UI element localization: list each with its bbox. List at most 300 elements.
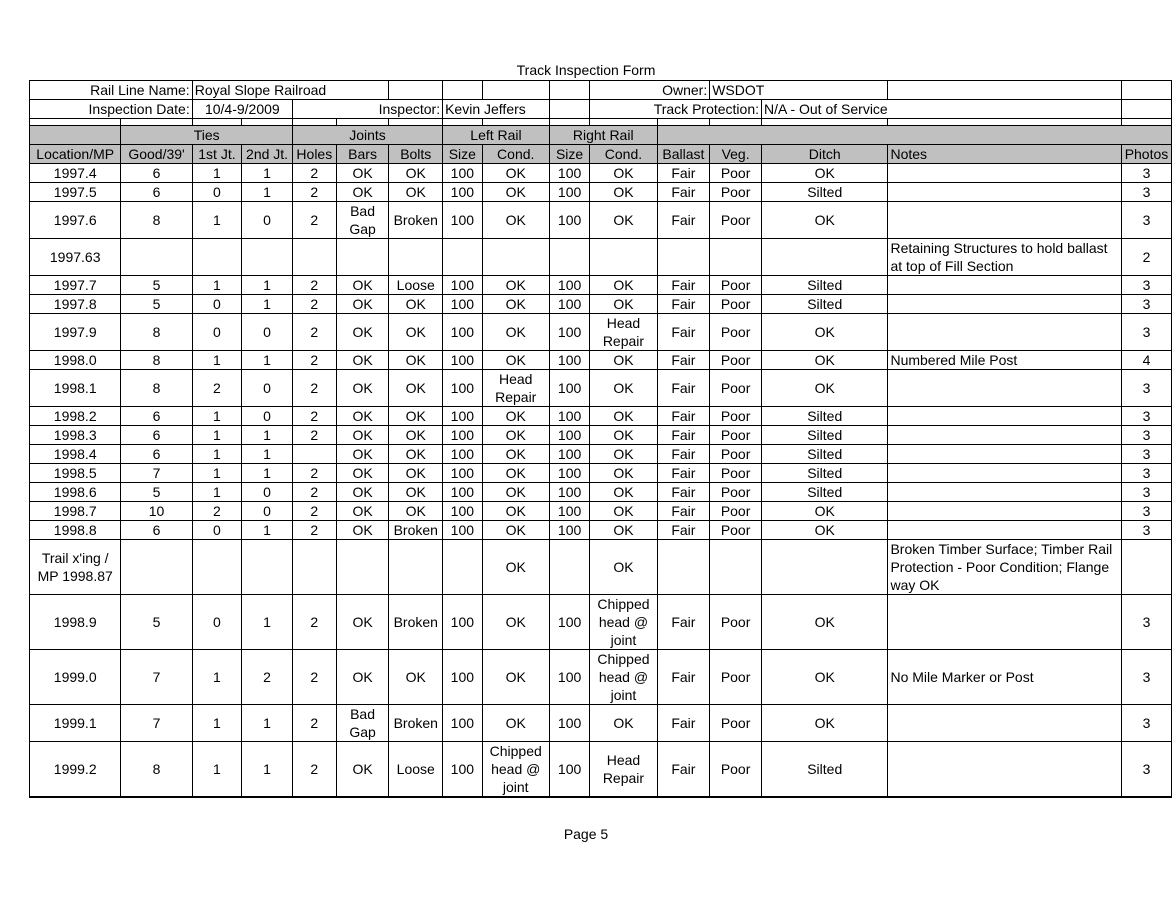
ballast-cell: Fair [657, 370, 710, 407]
table-row [30, 407, 1172, 426]
left-rail-size-cell: 100 [443, 502, 482, 521]
ties-1st-jt-cell: 1 [192, 407, 242, 426]
ditch-cell: Silted [762, 276, 888, 295]
ties-good-cell: 6 [121, 445, 192, 464]
bolts-cell: OK [389, 351, 443, 370]
ballast-cell: Fair [657, 295, 710, 314]
ties-1st-jt-cell: 1 [192, 742, 242, 798]
location-cell: 1998.6 [30, 483, 121, 502]
ties-good-cell: 8 [121, 742, 192, 798]
bolts-cell [389, 540, 443, 595]
left-rail-size-cell: 100 [443, 295, 482, 314]
rail-line-value: Royal Slope Railroad [192, 81, 389, 100]
ballast-cell: Fair [657, 650, 710, 705]
inspector-value: Kevin Jeffers [443, 100, 550, 119]
left-rail-size-cell: 100 [443, 407, 482, 426]
bars-cell: OK [336, 464, 389, 483]
joints-group-header: Joints [292, 126, 442, 145]
holes-cell: 2 [292, 483, 336, 502]
location-cell: 1998.0 [30, 351, 121, 370]
column-header: Photos [1121, 145, 1171, 164]
photos-cell: 3 [1121, 521, 1171, 540]
ditch-cell: OK [762, 370, 888, 407]
ties-2nd-jt-cell: 1 [242, 351, 293, 370]
bolts-cell: Broken [389, 202, 443, 239]
right-rail-size-cell: 100 [549, 742, 589, 798]
ties-2nd-jt-cell: 0 [242, 370, 293, 407]
table-row [30, 705, 1172, 742]
ballast-cell: Fair [657, 351, 710, 370]
table-row [30, 540, 1172, 595]
left-rail-size-cell [443, 540, 482, 595]
bars-cell: OK [336, 351, 389, 370]
ties-1st-jt-cell: 0 [192, 183, 242, 202]
holes-cell: 2 [292, 295, 336, 314]
ties-1st-jt-cell: 0 [192, 314, 242, 351]
table-row [30, 521, 1172, 540]
location-cell: 1998.2 [30, 407, 121, 426]
bars-cell: OK [336, 521, 389, 540]
column-header: Bolts [389, 145, 443, 164]
ties-good-cell: 7 [121, 705, 192, 742]
ditch-cell: OK [762, 595, 888, 650]
ties-1st-jt-cell: 1 [192, 705, 242, 742]
left-rail-cond-cell [482, 239, 549, 276]
ties-1st-jt-cell [192, 239, 242, 276]
track-protection-value: N/A - Out of Service [762, 100, 1122, 119]
right-rail-cond-cell: OK [590, 276, 657, 295]
right-rail-cond-cell: OK [590, 483, 657, 502]
bars-cell: OK [336, 445, 389, 464]
left-rail-cond-cell: OK [482, 483, 549, 502]
column-header: 2nd Jt. [242, 145, 293, 164]
table-row [30, 370, 1172, 407]
photos-cell: 3 [1121, 464, 1171, 483]
notes-cell [888, 276, 1122, 295]
veg-cell: Poor [710, 202, 762, 239]
ditch-cell: OK [762, 521, 888, 540]
right-rail-size-cell: 100 [549, 705, 589, 742]
ballast-cell: Fair [657, 202, 710, 239]
ditch-cell: OK [762, 351, 888, 370]
notes-cell [888, 202, 1122, 239]
column-header: 1st Jt. [192, 145, 242, 164]
left-rail-cond-cell: OK [482, 464, 549, 483]
right-rail-size-cell: 100 [549, 314, 589, 351]
meta-row-inspection [30, 100, 1172, 119]
left-rail-size-cell [443, 239, 482, 276]
ditch-cell: Silted [762, 426, 888, 445]
ballast-cell: Fair [657, 464, 710, 483]
left-rail-cond-cell: OK [482, 445, 549, 464]
ties-good-cell: 10 [121, 502, 192, 521]
ditch-cell: OK [762, 202, 888, 239]
left-rail-size-cell: 100 [443, 202, 482, 239]
bolts-cell: OK [389, 183, 443, 202]
right-rail-cond-cell: OK [590, 521, 657, 540]
right-rail-size-cell: 100 [549, 521, 589, 540]
rail-line-label: Rail Line Name: [30, 81, 193, 100]
location-cell: 1999.1 [30, 705, 121, 742]
notes-cell [888, 445, 1122, 464]
ties-1st-jt-cell: 1 [192, 650, 242, 705]
ballast-cell: Fair [657, 483, 710, 502]
right-rail-size-cell: 100 [549, 445, 589, 464]
table-row [30, 239, 1172, 276]
ties-1st-jt-cell: 1 [192, 464, 242, 483]
left-rail-cond-cell: OK [482, 540, 549, 595]
ties-1st-jt-cell: 1 [192, 276, 242, 295]
bars-cell: OK [336, 276, 389, 295]
bolts-cell: OK [389, 407, 443, 426]
table-row [30, 595, 1172, 650]
holes-cell: 2 [292, 370, 336, 407]
left-rail-cond-cell: OK [482, 164, 549, 183]
ties-2nd-jt-cell: 1 [242, 742, 293, 798]
ditch-cell: Silted [762, 183, 888, 202]
left-rail-size-cell: 100 [443, 164, 482, 183]
photos-cell: 3 [1121, 164, 1171, 183]
left-rail-cond-cell: Chipped head @ joint [482, 742, 549, 798]
left-rail-size-cell: 100 [443, 705, 482, 742]
veg-cell: Poor [710, 426, 762, 445]
ballast-cell: Fair [657, 595, 710, 650]
notes-cell [888, 483, 1122, 502]
notes-cell [888, 502, 1122, 521]
column-header: Ballast [657, 145, 710, 164]
notes-cell: No Mile Marker or Post [888, 650, 1122, 705]
left-rail-cond-cell: OK [482, 351, 549, 370]
notes-cell: Broken Timber Surface; Timber Rail Protection - Poor Condition; Flange way OK [888, 540, 1122, 595]
location-cell: 1998.9 [30, 595, 121, 650]
left-rail-size-cell: 100 [443, 521, 482, 540]
ballast-cell [657, 540, 710, 595]
column-header: Cond. [590, 145, 657, 164]
ties-1st-jt-cell: 0 [192, 595, 242, 650]
right-rail-size-cell: 100 [549, 464, 589, 483]
veg-cell: Poor [710, 295, 762, 314]
veg-cell: Poor [710, 464, 762, 483]
right-rail-size-cell [549, 540, 589, 595]
veg-cell: Poor [710, 742, 762, 798]
holes-cell: 2 [292, 276, 336, 295]
ties-good-cell: 5 [121, 483, 192, 502]
photos-cell: 3 [1121, 483, 1171, 502]
right-rail-size-cell: 100 [549, 650, 589, 705]
left-rail-size-cell: 100 [443, 650, 482, 705]
bolts-cell: OK [389, 464, 443, 483]
right-rail-cond-cell [590, 239, 657, 276]
photos-cell: 3 [1121, 705, 1171, 742]
photos-cell: 3 [1121, 202, 1171, 239]
ties-2nd-jt-cell: 0 [242, 407, 293, 426]
notes-cell [888, 742, 1122, 798]
table-row [30, 295, 1172, 314]
ties-1st-jt-cell: 2 [192, 502, 242, 521]
right-rail-size-cell: 100 [549, 295, 589, 314]
notes-cell [888, 705, 1122, 742]
ties-good-cell: 5 [121, 595, 192, 650]
veg-cell: Poor [710, 314, 762, 351]
notes-cell [888, 464, 1122, 483]
right-rail-cond-cell: OK [590, 295, 657, 314]
ties-1st-jt-cell: 0 [192, 295, 242, 314]
photos-cell: 3 [1121, 276, 1171, 295]
right-rail-size-cell: 100 [549, 276, 589, 295]
bars-cell: OK [336, 164, 389, 183]
group-header-row [30, 126, 1172, 145]
left-rail-size-cell: 100 [443, 445, 482, 464]
right-rail-cond-cell: OK [590, 183, 657, 202]
ties-1st-jt-cell: 1 [192, 426, 242, 445]
bolts-cell: OK [389, 314, 443, 351]
ties-1st-jt-cell: 1 [192, 164, 242, 183]
holes-cell: 2 [292, 407, 336, 426]
veg-cell: Poor [710, 521, 762, 540]
right-rail-size-cell: 100 [549, 351, 589, 370]
veg-cell: Poor [710, 407, 762, 426]
ditch-cell: Silted [762, 464, 888, 483]
bolts-cell: OK [389, 483, 443, 502]
right-rail-cond-cell: OK [590, 540, 657, 595]
ballast-cell: Fair [657, 502, 710, 521]
ballast-cell [657, 239, 710, 276]
column-header: Good/39' [121, 145, 192, 164]
ditch-cell: Silted [762, 407, 888, 426]
bars-cell: OK [336, 183, 389, 202]
ties-1st-jt-cell: 1 [192, 202, 242, 239]
table-row [30, 314, 1172, 351]
right-rail-cond-cell: OK [590, 426, 657, 445]
table-row [30, 445, 1172, 464]
holes-cell: 2 [292, 164, 336, 183]
right-rail-size-cell: 100 [549, 426, 589, 445]
bars-cell: Bad Gap [336, 705, 389, 742]
photos-cell: 3 [1121, 183, 1171, 202]
bolts-cell: OK [389, 650, 443, 705]
right-rail-cond-cell: Chipped head @ joint [590, 650, 657, 705]
table-row [30, 502, 1172, 521]
owner-value: WSDOT [710, 81, 888, 100]
right-rail-size-cell: 100 [549, 202, 589, 239]
photos-cell: 3 [1121, 370, 1171, 407]
right-rail-cond-cell: OK [590, 164, 657, 183]
left-rail-cond-cell: OK [482, 295, 549, 314]
location-cell: 1998.1 [30, 370, 121, 407]
bars-cell: OK [336, 426, 389, 445]
photos-cell: 2 [1121, 239, 1171, 276]
photos-cell: 3 [1121, 426, 1171, 445]
bolts-cell: Loose [389, 742, 443, 798]
right-rail-cond-cell: OK [590, 502, 657, 521]
notes-cell [888, 595, 1122, 650]
location-cell: 1998.8 [30, 521, 121, 540]
ditch-cell [762, 239, 888, 276]
inspection-date-value: 10/4-9/2009 [192, 100, 292, 119]
veg-cell: Poor [710, 445, 762, 464]
left-rail-group-header: Left Rail [443, 126, 550, 145]
ties-good-cell: 5 [121, 295, 192, 314]
table-row [30, 164, 1172, 183]
bars-cell [336, 239, 389, 276]
veg-cell: Poor [710, 183, 762, 202]
bolts-cell: Broken [389, 521, 443, 540]
ditch-cell: OK [762, 650, 888, 705]
bolts-cell [389, 239, 443, 276]
holes-cell: 2 [292, 595, 336, 650]
notes-cell [888, 370, 1122, 407]
right-rail-cond-cell: OK [590, 351, 657, 370]
holes-cell: 2 [292, 351, 336, 370]
photos-cell: 4 [1121, 351, 1171, 370]
column-header-row [30, 145, 1172, 164]
ties-2nd-jt-cell [242, 540, 293, 595]
holes-cell: 2 [292, 705, 336, 742]
ditch-cell: OK [762, 164, 888, 183]
veg-cell: Poor [710, 705, 762, 742]
ballast-cell: Fair [657, 426, 710, 445]
left-rail-cond-cell: OK [482, 276, 549, 295]
inspector-label: Inspector: [292, 100, 442, 119]
right-rail-size-cell: 100 [549, 407, 589, 426]
notes-cell [888, 164, 1122, 183]
bolts-cell: OK [389, 502, 443, 521]
photos-cell: 3 [1121, 742, 1171, 798]
holes-cell [292, 445, 336, 464]
ditch-cell: OK [762, 502, 888, 521]
column-header: Ditch [762, 145, 888, 164]
ties-2nd-jt-cell: 1 [242, 445, 293, 464]
right-rail-cond-cell: OK [590, 407, 657, 426]
location-cell: 1997.5 [30, 183, 121, 202]
bars-cell: OK [336, 595, 389, 650]
table-row [30, 202, 1172, 239]
ties-good-cell: 6 [121, 164, 192, 183]
bolts-cell: Broken [389, 705, 443, 742]
ties-good-cell: 8 [121, 370, 192, 407]
left-rail-size-cell: 100 [443, 483, 482, 502]
bars-cell: OK [336, 650, 389, 705]
left-rail-cond-cell: OK [482, 183, 549, 202]
veg-cell: Poor [710, 276, 762, 295]
photos-cell: 3 [1121, 595, 1171, 650]
location-cell: 1997.4 [30, 164, 121, 183]
veg-cell [710, 239, 762, 276]
table-row [30, 742, 1172, 798]
veg-cell: Poor [710, 502, 762, 521]
ties-2nd-jt-cell: 1 [242, 464, 293, 483]
location-cell: 1998.3 [30, 426, 121, 445]
holes-cell: 2 [292, 464, 336, 483]
ties-2nd-jt-cell: 1 [242, 521, 293, 540]
location-cell: Trail x'ing / MP 1998.87 [30, 540, 121, 595]
ties-1st-jt-cell [192, 540, 242, 595]
page-number: Page 5 [563, 826, 609, 842]
right-rail-size-cell: 100 [549, 483, 589, 502]
ballast-cell: Fair [657, 276, 710, 295]
table-row [30, 276, 1172, 295]
column-header: Veg. [710, 145, 762, 164]
left-rail-size-cell: 100 [443, 370, 482, 407]
ties-good-cell: 8 [121, 314, 192, 351]
table-row [30, 464, 1172, 483]
table-row [30, 483, 1172, 502]
right-rail-cond-cell: OK [590, 464, 657, 483]
bolts-cell: OK [389, 164, 443, 183]
bars-cell: OK [336, 502, 389, 521]
left-rail-cond-cell: OK [482, 426, 549, 445]
spacer-row [30, 119, 1172, 126]
veg-cell: Poor [710, 164, 762, 183]
right-rail-cond-cell: OK [590, 445, 657, 464]
ties-1st-jt-cell: 1 [192, 445, 242, 464]
column-header: Holes [292, 145, 336, 164]
left-rail-cond-cell: OK [482, 407, 549, 426]
notes-cell [888, 314, 1122, 351]
left-rail-size-cell: 100 [443, 464, 482, 483]
ties-good-cell: 7 [121, 650, 192, 705]
ties-2nd-jt-cell [242, 239, 293, 276]
ties-1st-jt-cell: 2 [192, 370, 242, 407]
left-rail-cond-cell: OK [482, 650, 549, 705]
left-rail-cond-cell: OK [482, 595, 549, 650]
bolts-cell: OK [389, 445, 443, 464]
ballast-cell: Fair [657, 521, 710, 540]
ties-2nd-jt-cell: 0 [242, 202, 293, 239]
ballast-cell: Fair [657, 407, 710, 426]
right-rail-size-cell: 100 [549, 370, 589, 407]
bolts-cell: OK [389, 295, 443, 314]
ditch-cell: OK [762, 314, 888, 351]
notes-cell: Retaining Structures to hold ballast at top of Fill Section [888, 239, 1122, 276]
left-rail-cond-cell: OK [482, 521, 549, 540]
left-rail-size-cell: 100 [443, 742, 482, 798]
location-cell: 1998.7 [30, 502, 121, 521]
column-header: Location/MP [30, 145, 121, 164]
holes-cell: 2 [292, 742, 336, 798]
photos-cell: 3 [1121, 314, 1171, 351]
bars-cell: OK [336, 314, 389, 351]
ties-2nd-jt-cell: 0 [242, 502, 293, 521]
right-rail-size-cell: 100 [549, 183, 589, 202]
right-rail-size-cell: 100 [549, 164, 589, 183]
bolts-cell: OK [389, 370, 443, 407]
inspection-date-label: Inspection Date: [30, 100, 193, 119]
left-rail-cond-cell: Head Repair [482, 370, 549, 407]
ties-good-cell: 6 [121, 183, 192, 202]
holes-cell [292, 239, 336, 276]
bolts-cell: Loose [389, 276, 443, 295]
holes-cell: 2 [292, 426, 336, 445]
bars-cell: OK [336, 742, 389, 798]
holes-cell: 2 [292, 521, 336, 540]
holes-cell: 2 [292, 650, 336, 705]
left-rail-size-cell: 100 [443, 183, 482, 202]
photos-cell: 3 [1121, 445, 1171, 464]
notes-cell [888, 521, 1122, 540]
photos-cell: 3 [1121, 650, 1171, 705]
ties-2nd-jt-cell: 1 [242, 705, 293, 742]
holes-cell [292, 540, 336, 595]
veg-cell: Poor [710, 595, 762, 650]
photos-cell: 3 [1121, 407, 1171, 426]
location-cell: 1997.9 [30, 314, 121, 351]
right-rail-cond-cell: Chipped head @ joint [590, 595, 657, 650]
ties-2nd-jt-cell: 1 [242, 595, 293, 650]
bars-cell: OK [336, 483, 389, 502]
ties-good-cell: 5 [121, 276, 192, 295]
notes-cell [888, 295, 1122, 314]
